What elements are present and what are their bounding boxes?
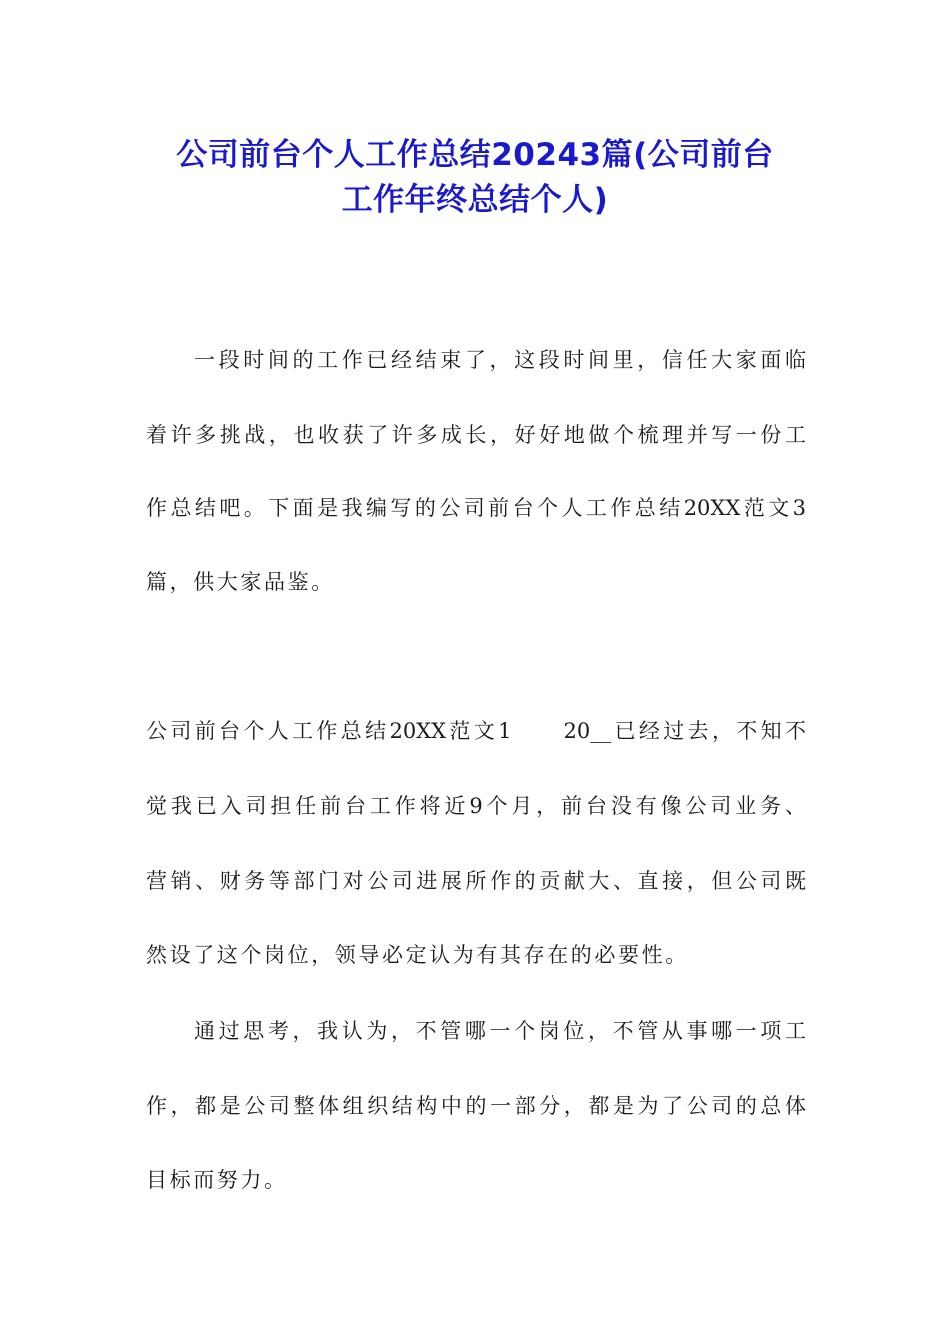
document-title-line-1: 公司前台个人工作总结20243篇(公司前台 <box>176 137 774 173</box>
paragraph-1-line-3: 作总结吧。下面是我编写的公司前台个人工作总结20XX范文3 <box>146 496 806 520</box>
paragraph-2-line-1: 公司前台个人工作总结20XX范文1 20__已经过去，不知不 <box>146 719 806 743</box>
paragraph-1-line-1: 一段时间的工作已经结束了，这段时间里，信任大家面临 <box>194 348 806 372</box>
paragraph-3-line-1: 通过思考，我认为，不管哪一个岗位，不管从事哪一项工 <box>194 1019 806 1043</box>
paragraph-1-line-4: 篇，供大家品鉴。 <box>146 570 335 594</box>
paragraph-2-line-4: 然设了这个岗位，领导必定认为有其存在的必要性。 <box>146 943 689 967</box>
paragraph-2-line-2: 觉我已入司担任前台工作将近9个月，前台没有像公司业务、 <box>146 794 806 818</box>
document-title-line-2: 工作年终总结个人) <box>341 182 609 218</box>
paragraph-3-line-3: 目标而努力。 <box>146 1168 288 1192</box>
paragraph-3-line-2: 作，都是公司整体组织结构中的一部分，都是为了公司的总体 <box>146 1094 806 1118</box>
paragraph-2-line-3: 营销、财务等部门对公司进展所作的贡献大、直接，但公司既 <box>146 869 806 893</box>
paragraph-1-line-2: 着许多挑战，也收获了许多成长，好好地做个梳理并写一份工 <box>146 423 806 447</box>
